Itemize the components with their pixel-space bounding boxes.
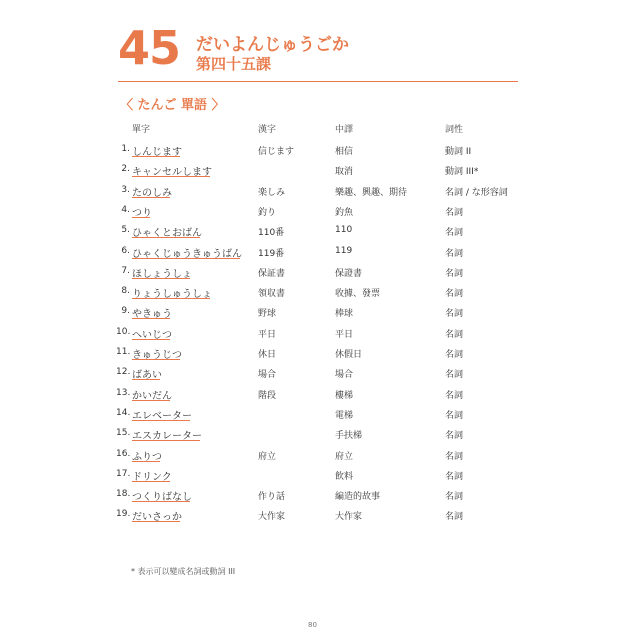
vocab-chinese: 飲料 (335, 471, 354, 482)
vocab-part-of-speech: 名詞 (445, 390, 464, 401)
lesson-reading: だいよんじゅうごか (196, 35, 349, 55)
pitch-accent-mark (132, 481, 170, 482)
list-item (0, 384, 640, 404)
vocab-part-of-speech: 名詞 / な形容詞 (445, 187, 508, 198)
vocab-kanji: 信じます (258, 147, 295, 157)
vocab-part-of-speech: 名詞 (445, 512, 464, 523)
vocab-chinese: 場合 (335, 370, 354, 381)
vocab-word: ひゃくとおばん (132, 228, 202, 240)
list-item (0, 343, 640, 363)
pitch-accent-mark (132, 521, 180, 522)
vocab-kanji: 領収書 (258, 289, 286, 300)
vocab-word: きゅうじつ (132, 350, 182, 361)
row-number: 17. (116, 468, 131, 479)
column-header-word: 單字 (132, 125, 151, 135)
list-item (0, 465, 640, 485)
list-item (0, 201, 640, 221)
vocab-chinese: 119 (335, 245, 353, 256)
vocab-chinese: 棒球 (335, 309, 354, 320)
vocab-part-of-speech: 名詞 (445, 248, 464, 259)
vocab-part-of-speech: 名詞 (445, 268, 464, 279)
row-number: 3. (121, 184, 130, 195)
list-item (0, 140, 640, 160)
vocab-part-of-speech: 名詞 (445, 451, 464, 462)
pitch-accent-mark (132, 318, 170, 319)
vocab-chinese: 相信 (335, 147, 354, 157)
vocab-part-of-speech: 名詞 (445, 492, 464, 503)
lesson-number: 45 (118, 21, 181, 75)
vocab-kanji: 110番 (258, 228, 285, 239)
column-header-chinese: 中譯 (335, 125, 354, 135)
list-item (0, 485, 640, 505)
footnote: * 表示可以變成名詞或動詞 III (131, 567, 236, 576)
list-item (0, 363, 640, 383)
vocab-kanji: 大作家 (258, 512, 286, 523)
vocab-part-of-speech: 名詞 (445, 309, 464, 320)
vocab-part-of-speech: 名詞 (445, 431, 464, 442)
row-number: 14. (116, 407, 131, 418)
vocab-word: キャンセルします (132, 167, 212, 179)
vocab-kanji: 府立 (258, 451, 277, 462)
vocab-word: ほしょうしょ (132, 268, 192, 280)
vocab-chinese: 保證書 (335, 268, 363, 279)
pitch-accent-mark (132, 176, 210, 177)
list-item (0, 424, 640, 444)
pitch-accent-mark (132, 339, 170, 340)
vocab-chinese: 樂趣、興趣、期待 (335, 187, 408, 198)
row-number: 7. (121, 265, 130, 276)
vocab-part-of-speech: 名詞 (445, 471, 464, 482)
pitch-accent-mark (132, 420, 190, 421)
vocab-chinese: 釣魚 (335, 207, 354, 218)
pitch-accent-mark (132, 400, 170, 401)
row-number: 15. (116, 428, 131, 439)
vocab-chinese: 電梯 (335, 410, 354, 421)
section-title: 〈 たんご 單語 〉 (120, 98, 225, 113)
row-number: 5. (121, 225, 130, 236)
column-header-pos: 詞性 (445, 125, 464, 135)
lesson-title: 第四十五課 (196, 55, 272, 73)
vocab-part-of-speech: 名詞 (445, 207, 464, 218)
vocab-kanji: 楽しみ (258, 187, 286, 198)
vocab-part-of-speech: 動詞 II (445, 147, 472, 157)
row-number: 2. (121, 164, 130, 175)
vocab-kanji: 階段 (258, 390, 277, 401)
vocab-word: かいだん (132, 390, 172, 402)
list-item (0, 160, 640, 180)
vocab-kanji: 保証書 (258, 268, 286, 279)
row-number: 12. (116, 367, 131, 378)
vocab-kanji: 釣り (258, 207, 277, 218)
vocab-word: たのしみ (132, 187, 172, 199)
vocab-word: つり (132, 207, 152, 219)
row-number: 10. (116, 326, 131, 337)
column-header-kanji: 漢字 (258, 125, 277, 135)
list-item (0, 505, 640, 525)
vocab-part-of-speech: 動詞 III* (445, 167, 479, 178)
list-item (0, 242, 640, 262)
vocab-part-of-speech: 名詞 (445, 370, 464, 381)
vocab-kanji: 場合 (258, 370, 277, 381)
row-number: 9. (121, 306, 130, 317)
row-number: 18. (116, 489, 131, 500)
vocab-word: ドリンク (132, 471, 172, 483)
list-item (0, 404, 640, 424)
vocab-part-of-speech: 名詞 (445, 289, 464, 300)
vocab-kanji: 平日 (258, 329, 277, 340)
vocab-chinese: 收據、發票 (335, 289, 381, 300)
vocab-kanji: 野球 (258, 309, 277, 320)
vocab-part-of-speech: 名詞 (445, 410, 464, 421)
pitch-accent-mark (132, 379, 160, 380)
vocab-word: エスカレーター (132, 431, 202, 443)
vocab-word: ばあい (132, 370, 162, 382)
list-item (0, 221, 640, 241)
row-number: 16. (116, 448, 131, 459)
vocab-word: へいじつ (132, 329, 172, 341)
list-item (0, 323, 640, 343)
row-number: 1. (121, 144, 130, 154)
list-item (0, 282, 640, 302)
vocab-chinese: 樓梯 (335, 390, 354, 401)
pitch-accent-mark (132, 359, 180, 360)
vocab-word: つくりばなし (132, 492, 192, 504)
list-item (0, 181, 640, 201)
vocab-chinese: 取消 (335, 167, 354, 178)
vocab-part-of-speech: 名詞 (445, 228, 464, 239)
pitch-accent-mark (132, 278, 190, 279)
page-number: 80 (308, 621, 317, 629)
vocab-chinese: 110 (335, 225, 353, 236)
pitch-accent-mark (132, 217, 150, 218)
vocab-part-of-speech: 名詞 (445, 329, 464, 340)
header-divider (118, 81, 518, 82)
vocab-word: ひゃくじゅうきゅうばん (132, 248, 242, 260)
pitch-accent-mark (132, 501, 190, 502)
vocab-chinese: 府立 (335, 451, 354, 462)
pitch-accent-mark (132, 440, 200, 441)
vocab-chinese: 大作家 (335, 512, 363, 523)
pitch-accent-mark (132, 237, 200, 238)
row-number: 13. (116, 387, 131, 398)
row-number: 19. (116, 509, 131, 520)
vocab-part-of-speech: 名詞 (445, 350, 464, 360)
row-number: 8. (121, 286, 130, 297)
vocab-word: だいさっか (132, 512, 182, 524)
pitch-accent-mark (132, 197, 170, 198)
vocab-chinese: 手扶梯 (335, 431, 363, 442)
row-number: 6. (121, 245, 130, 256)
list-item (0, 445, 640, 465)
vocab-word: しんじます (132, 147, 182, 158)
vocab-word: ふりつ (132, 451, 162, 463)
vocab-word: やきゅう (132, 309, 172, 321)
list-item (0, 262, 640, 282)
vocab-chinese: 平日 (335, 329, 354, 340)
row-number: 4. (121, 204, 130, 215)
list-item (0, 302, 640, 322)
vocab-chinese: 編造的故事 (335, 492, 381, 503)
vocab-chinese: 休假日 (335, 350, 363, 360)
vocab-word: エレベーター (132, 410, 192, 422)
pitch-accent-mark (132, 258, 240, 259)
row-number: 11. (116, 347, 131, 357)
vocab-word: りょうしゅうしょ (132, 289, 212, 301)
pitch-accent-mark (132, 298, 210, 299)
vocab-kanji: 119番 (258, 248, 285, 259)
pitch-accent-mark (132, 156, 180, 157)
vocab-kanji: 休日 (258, 350, 277, 360)
vocab-kanji: 作り話 (258, 492, 286, 503)
pitch-accent-mark (132, 461, 160, 462)
